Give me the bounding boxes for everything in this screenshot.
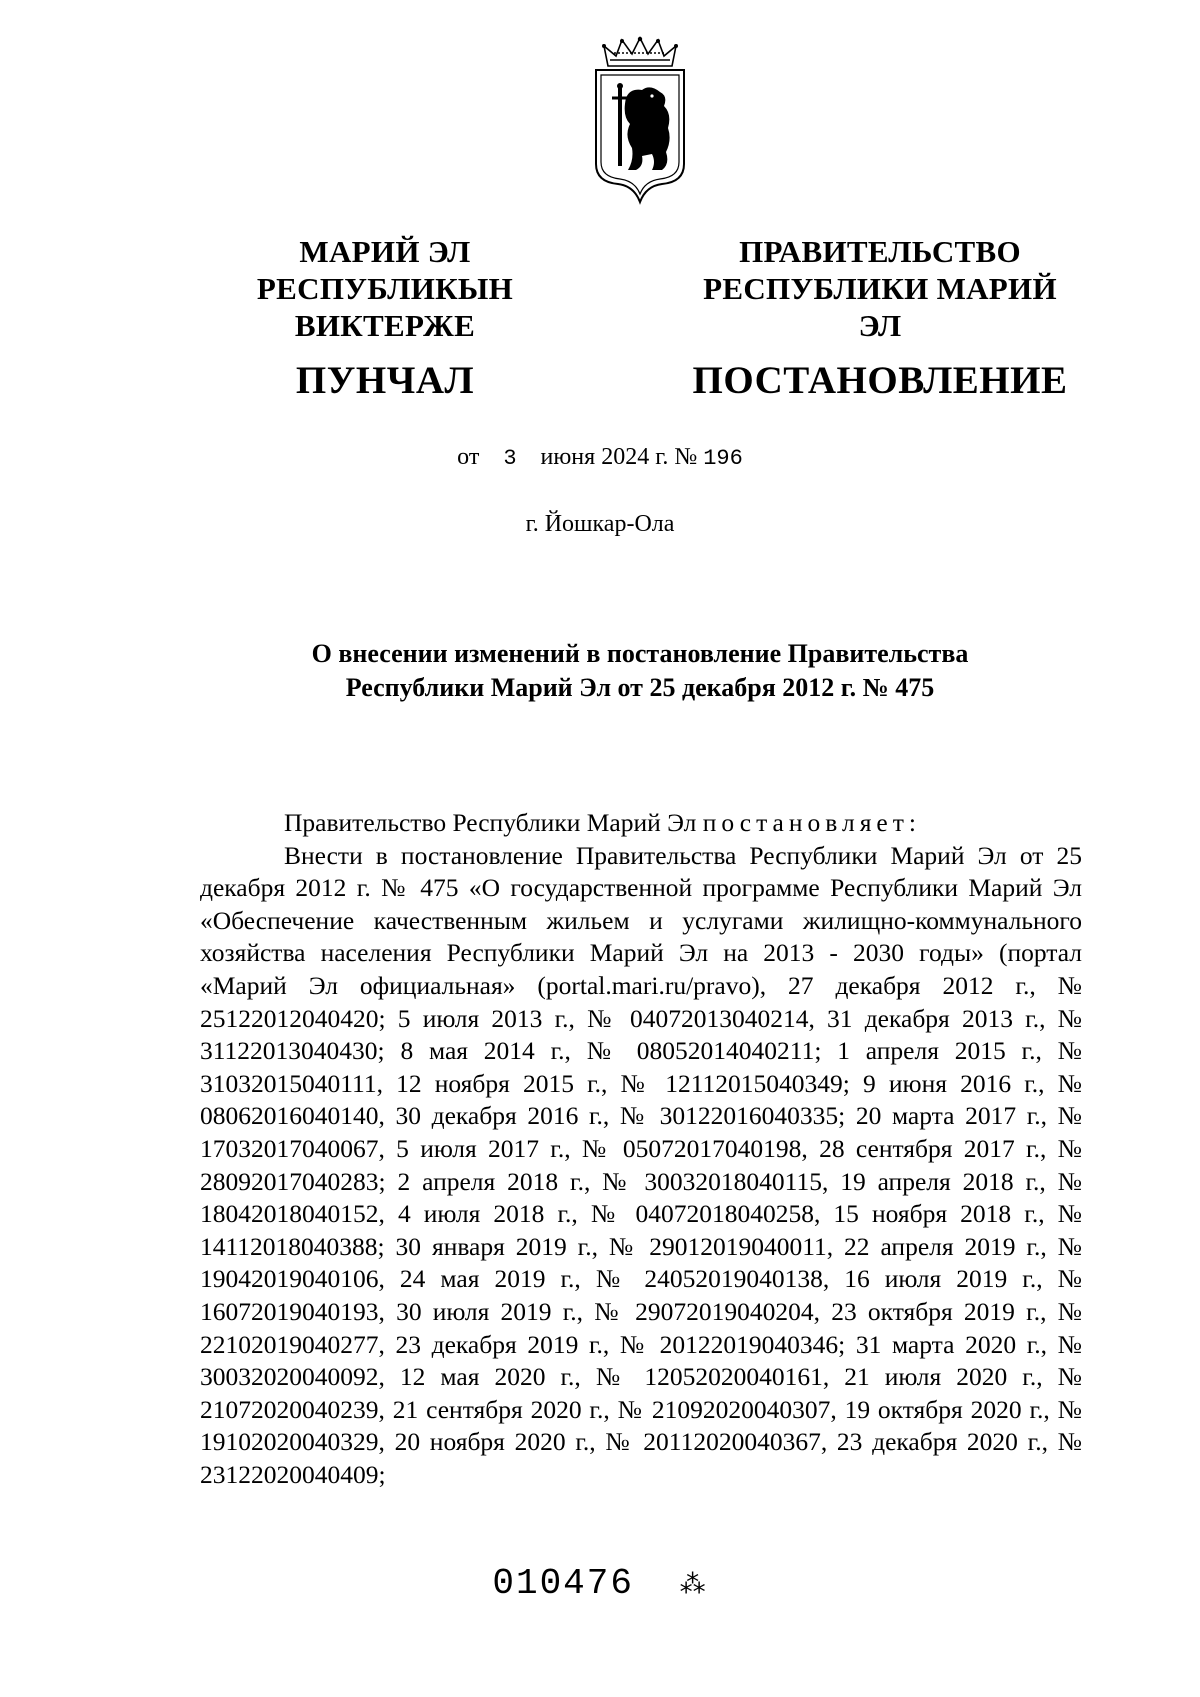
document-city: г. Йошкар-Ола — [525, 511, 675, 537]
subject-line1: О внесении изменений в постановление Правительства — [311, 639, 969, 668]
dateline-day: 3 — [503, 446, 517, 471]
dateline-month-year: июня 2024 г. № — [540, 444, 698, 470]
document-subject — [200, 637, 1080, 705]
coat-of-arms-icon — [590, 36, 690, 208]
body-intro-paragraph — [200, 807, 1082, 840]
header-left-block — [180, 233, 590, 404]
document-body — [200, 807, 1082, 1491]
subject-line2: Республики Марий Эл от 25 декабря 2012 г. № 475 — [345, 673, 935, 702]
serial-mark-icon: ⁂ — [679, 1571, 708, 1601]
header-left-line2: ВИКТЕРЖЕ — [294, 308, 476, 343]
serial-number-text: 010476 — [492, 1563, 634, 1604]
body-main-paragraph: Внести в постановление Правительства Республики Марий Эл от 25 декабря 2012 г. № 475 «О государственной программе Республики Марий Эл «Обеспечение качественным жильем и услугами жилищно-коммунального хозяйства населения Республики Марий Эл на 2013 - 2030 годы» (портал «Марий Эл официальная» (portal.mari.ru/pravo), 27 декабря 2012 г., № 25122012040420; 5 июля 2013 г., № 04072013040214, 31 декабря 2013 г., № 31122013040430; 8 мая 2014 г., № 08052014040211; 1 апреля 2015 г., № 31032015040111, 12 ноября 2015 г., № 12112015040349; 9 июня 2016 г., № 08062016040140, 30 декабря 2016 г., № 30122016040335; 20 марта 2017 г., № 17032017040067, 5 июля 2017 г., № 05072017040198, 28 сентября 2017 г., № 28092017040283; 2 апреля 2018 г., № 30032018040115, 19 апреля 2018 г., № 18042018040152, 4 июля 2018 г., № 04072018040258, 15 ноября 2018 г., № 14112018040388; 30 января 2019 г., № 29012019040011, 22 апреля 2019 г., № 19042019040106, 24 мая 2019 г., № 24052019040138, 16 июля 2019 г., № 16072019040193, 30 июля 2019 г., № 29072019040204, 23 октября 2019 г., № 22102019040277, 23 декабря 2019 г., № 20122019040346; 31 марта 2020 г., № 30032020040092, 12 мая 2020 г., № 12052020040161, 21 июля 2020 г., № 21072020040239, 21 сентября 2020 г., № 21092020040307, 19 октября 2020 г., № 19102020040329, 20 ноября 2020 г., № 20112020040367, 23 декабря 2020 г., № 23122020040409; — [200, 840, 1082, 1489]
body-intro-text: Правительство Республики Марий Эл — [284, 808, 697, 837]
header-left-title: ПУНЧАЛ — [295, 359, 475, 402]
header-right-line2: РЕСПУБЛИКИ МАРИЙ ЭЛ — [703, 271, 1057, 343]
header-right-title: ПОСТАНОВЛЕНИЕ — [692, 359, 1068, 402]
body-intro-emphasis: постановляет: — [702, 808, 921, 837]
dateline-number: 196 — [703, 446, 743, 471]
header-right-block — [680, 233, 1080, 404]
document-serial-number — [0, 1563, 1200, 1604]
dateline-prefix: от — [457, 444, 480, 470]
header-right-line1: ПРАВИТЕЛЬСТВО — [739, 234, 1021, 269]
document-dateline — [0, 444, 1200, 471]
header-left-line1: МАРИЙ ЭЛ РЕСПУБЛИКЫН — [256, 234, 514, 306]
